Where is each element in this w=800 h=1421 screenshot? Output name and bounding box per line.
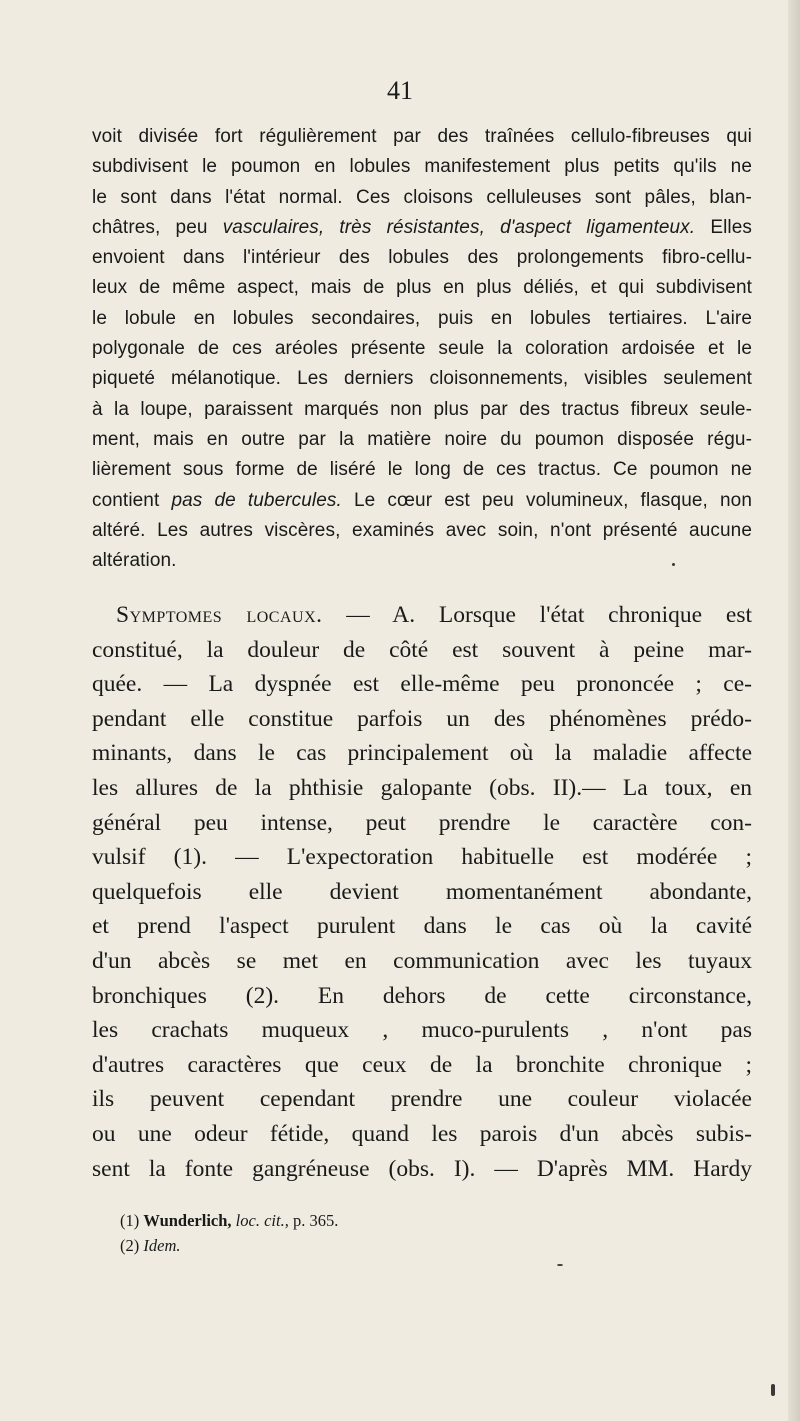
text-line: piqueté mélanotique. Les derniers cloisonnements, visibles seulement — [92, 368, 752, 390]
text-line: d'un abcès se met en communication avec les tuyaux — [92, 947, 752, 974]
text-line: et prend l'aspect purulent dans le cas où la cavité — [92, 913, 752, 940]
footnote-reference: loc. cit., — [235, 1211, 289, 1230]
text-line: ou une odeur fétide, quand les parois d'un abcès subis- — [92, 1120, 752, 1147]
text-line: général peu intense, peut prendre le caractère con- — [92, 809, 752, 836]
italic-text: vasculaires, très résistantes, d'aspect ligamenteux. — [222, 216, 696, 238]
text-line: vulsif (1). — L'expectoration habituelle est modérée ; — [92, 844, 752, 871]
page-number: 41 — [387, 76, 413, 105]
text-line: leux de même aspect, mais de plus en plus déliés, et qui subdivisent — [92, 277, 752, 299]
footnote — [120, 1208, 680, 1233]
text-line: les allures de la phthisie galopante (obs. II).— La toux, en — [92, 774, 752, 801]
paragraph-autopsy-description — [92, 122, 752, 576]
text-line: subdivisent le poumon en lobules manifestement plus petits qu'ils ne — [92, 156, 752, 178]
text-line: le sont dans l'état normal. Ces cloisons celluleuses sont pâles, blan- — [92, 186, 752, 208]
text-run: contient — [92, 489, 172, 511]
text-line — [92, 598, 752, 633]
text-line: envoient dans l'intérieur des lobules des prolongements fibro-cellu- — [92, 247, 752, 269]
footnotes — [120, 1208, 680, 1258]
text-run: Le cœur est peu volumineux, flasque, non — [341, 489, 752, 511]
ink-speck — [672, 563, 675, 566]
text-line: pendant elle constitue parfois un des phénomènes prédo- — [92, 705, 752, 732]
text-line: constitué, la douleur de côté est souvent à peine mar- — [92, 636, 752, 663]
text-line: minants, dans le cas principalement où la maladie affecte — [92, 740, 752, 767]
section-heading: Symptomes locaux. — [116, 602, 323, 628]
page-edge-shadow — [788, 0, 800, 1421]
text-line: sent la fonte gangréneuse (obs. I). — D'après MM. Hardy — [92, 1155, 752, 1182]
text-line: ils peuvent cependant prendre une couleur violacée — [92, 1086, 752, 1113]
footnote-number: (1) — [120, 1211, 144, 1230]
text-line: voit divisée fort régulièrement par des traînées cellulo-fibreuses qui — [92, 126, 752, 147]
text-line: ment, mais en outre par la matière noire du poumon disposée régu- — [92, 428, 752, 450]
text-line: bronchiques (2). En dehors de cette circonstance, — [92, 982, 752, 1009]
footnote-page: p. 365. — [292, 1211, 339, 1230]
footnote-reference: Idem. — [143, 1236, 181, 1255]
footnote-number: (2) — [120, 1236, 144, 1255]
text-run: châtres, peu — [92, 216, 223, 238]
ink-speck — [557, 1264, 563, 1266]
footnote-author: Wunderlich, — [143, 1211, 232, 1230]
text-line: polygonale de ces aréoles présente seule la coloration ardoisée et le — [92, 338, 752, 360]
text-line: le lobule en lobules secondaires, puis en lobules tertiaires. L'aire — [92, 307, 752, 329]
text-run: Elles — [695, 216, 753, 238]
footnote — [120, 1233, 680, 1258]
text-line: d'autres caractères que ceux de la bronchite chronique ; — [92, 1051, 752, 1078]
ink-speck — [771, 1384, 775, 1396]
italic-text: pas de tubercules. — [171, 489, 342, 511]
text-line — [92, 213, 752, 243]
text-line: à la loupe, paraissent marqués non plus par des tractus fibreux seule- — [92, 398, 752, 420]
text-line — [92, 486, 752, 516]
text-line: quée. — La dyspnée est elle-même peu prononcée ; ce- — [92, 671, 752, 698]
text-line: quelquefois elle devient momentanément abondante, — [92, 878, 752, 905]
text-line: altération. — [92, 550, 177, 572]
text-run: — A. Lorsque l'état chronique est — [322, 602, 752, 628]
text-line: altéré. Les autres viscères, examinés avec soin, n'ont présenté aucune — [92, 519, 752, 541]
text-line: lièrement sous forme de liséré le long de ces tractus. Ce poumon ne — [92, 459, 752, 481]
paragraph-local-symptoms — [92, 598, 752, 1186]
text-line: les crachats muqueux , muco-purulents , n'ont pas — [92, 1017, 752, 1044]
